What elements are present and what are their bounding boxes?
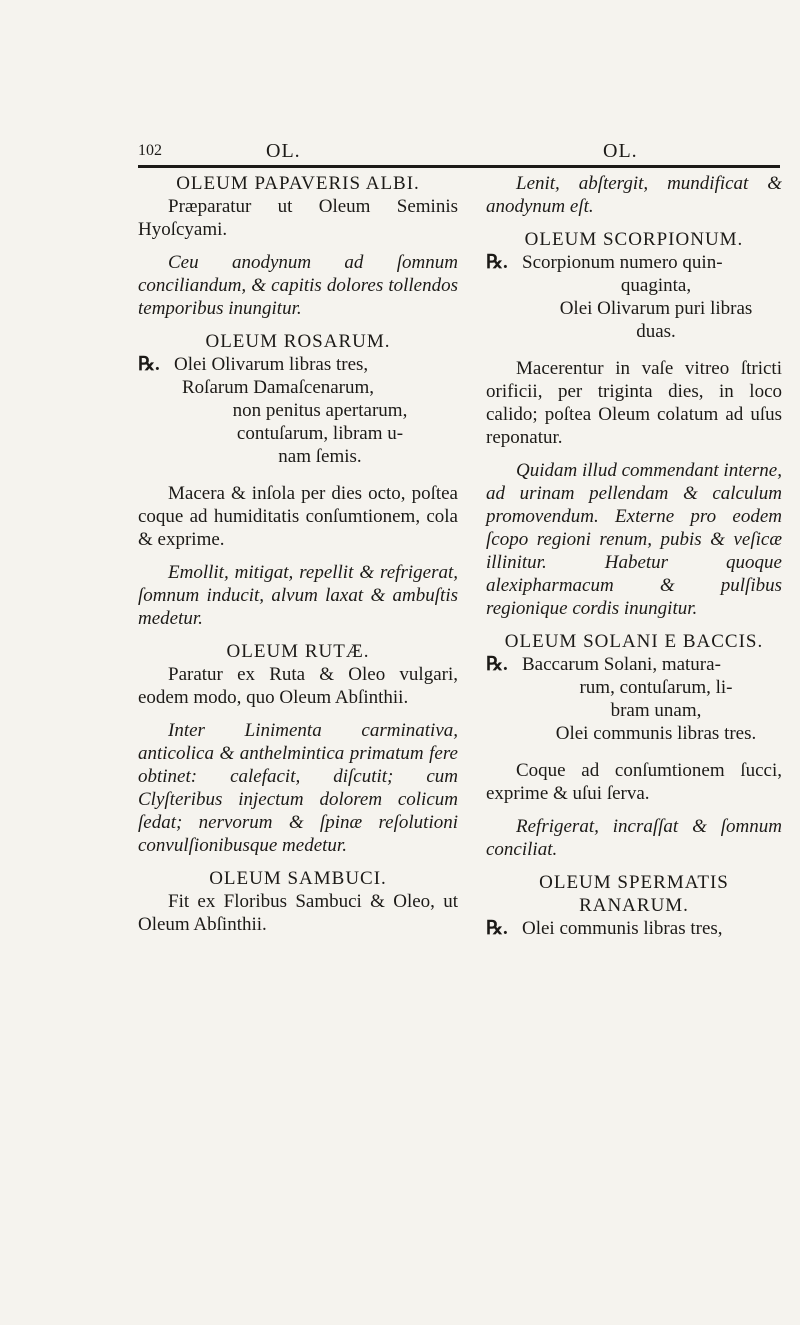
recipe-line: quaginta, bbox=[620, 275, 692, 296]
recipe-line: duas. bbox=[636, 321, 676, 342]
recipe-line: Olei Olivarum libras tres, bbox=[174, 354, 369, 375]
paragraph: Fit ex Floribus Sambuci & Oleo, ut Oleum Abſinthii. bbox=[138, 891, 458, 935]
recipe-line: nam ſemis. bbox=[278, 446, 362, 467]
recipe-solani bbox=[486, 653, 782, 745]
running-head-right: OL. bbox=[603, 140, 638, 162]
heading-oleum-rosarum: OLEUM ROSARUM. bbox=[205, 331, 391, 352]
left-column bbox=[138, 172, 458, 946]
recipe-symbol: ℞. bbox=[138, 354, 160, 375]
recipe-line: Scorpionum numero quin- bbox=[522, 252, 723, 273]
heading-oleum-scorpionum: OLEUM SCORPIONUM. bbox=[524, 229, 744, 250]
header-rule bbox=[138, 165, 780, 168]
recipe-spermatis bbox=[486, 917, 782, 940]
heading-oleum-rutae: OLEUM RUTÆ. bbox=[226, 641, 370, 662]
paragraph: Macera & inſola per dies octo, poſtea coque ad humiditatis conſumtionem, cola & exprime. bbox=[138, 483, 458, 550]
recipe-line: Olei communis libras tres, bbox=[522, 918, 723, 939]
heading-oleum-papaveris: OLEUM PAPAVERIS ALBI. bbox=[176, 173, 420, 194]
recipe-line: rum, contuſarum, li- bbox=[579, 677, 733, 698]
running-head bbox=[138, 140, 780, 164]
heading-oleum-solani: OLEUM SOLANI E BACCIS. bbox=[504, 631, 764, 652]
page-number: 102 bbox=[138, 142, 162, 159]
recipe-scorpionum bbox=[486, 251, 782, 343]
recipe-line: non penitus apertarum, bbox=[232, 400, 408, 421]
paragraph: Coque ad conſumtionem ſucci, exprime & uſui ſerva. bbox=[486, 760, 782, 804]
recipe-symbol: ℞. bbox=[486, 654, 508, 675]
italic-paragraph: Ceu anodynum ad ſomnum conciliandum, & capitis dolores tollendos temporibus inungitur. bbox=[138, 252, 458, 319]
recipe-line: Olei communis libras tres. bbox=[555, 723, 757, 744]
italic-paragraph: Refrigerat, incraſſat & ſomnum conciliat. bbox=[486, 816, 782, 860]
right-column bbox=[486, 172, 782, 954]
recipe-rosarum bbox=[138, 353, 458, 468]
running-head-left: OL. bbox=[266, 140, 301, 162]
italic-paragraph: Emollit, mitigat, repellit & refrigerat, ſomnum inducit, alvum laxat & ambuſtis medetur. bbox=[138, 562, 458, 629]
recipe-symbol: ℞. bbox=[486, 252, 508, 273]
recipe-line: Olei Olivarum puri libras bbox=[559, 298, 753, 319]
paragraph: Paratur ex Ruta & Oleo vulgari, eodem modo, quo Oleum Abſinthii. bbox=[138, 664, 458, 708]
heading-oleum-spermatis-ranarum: OLEUM SPERMATIS RANARUM. bbox=[539, 872, 729, 916]
recipe-line: Baccarum Solani, matura- bbox=[522, 654, 721, 675]
heading-oleum-sambuci: OLEUM SAMBUCI. bbox=[209, 868, 387, 889]
italic-paragraph: Inter Linimenta carminativa, anticolica & anthelmintica primatum fere obtinet: calefacit, diſcutit; cum Clyſteribus injectum dolorem colicum ſedat; nervorum & ſpinæ reſolutioni convulſionibusque medetur. bbox=[138, 720, 458, 856]
recipe-line: Roſarum Damaſcenarum, bbox=[182, 377, 375, 398]
recipe-line: bram unam, bbox=[610, 700, 702, 721]
paragraph: Præparatur ut Oleum Seminis Hyoſcyami. bbox=[138, 196, 458, 240]
italic-paragraph: Quidam illud commendant interne, ad urinam pellendam & calculum promovendum. Externe pro eodem ſcopo regioni renum, pubis & veſicæ illinitur. Habetur quoque alexipharmacum & pulſibus regionique cordis inungitur. bbox=[486, 460, 782, 619]
recipe-line: contuſarum, libram u- bbox=[236, 423, 404, 444]
italic-paragraph: Lenit, abſtergit, mundificat & anodynum eſt. bbox=[486, 173, 782, 217]
recipe-symbol: ℞. bbox=[486, 918, 508, 939]
paragraph: Macerentur in vaſe vitreo ſtricti orificii, per triginta dies, in loco calido; poſtea Oleum colatum ad uſus reponatur. bbox=[486, 358, 782, 448]
